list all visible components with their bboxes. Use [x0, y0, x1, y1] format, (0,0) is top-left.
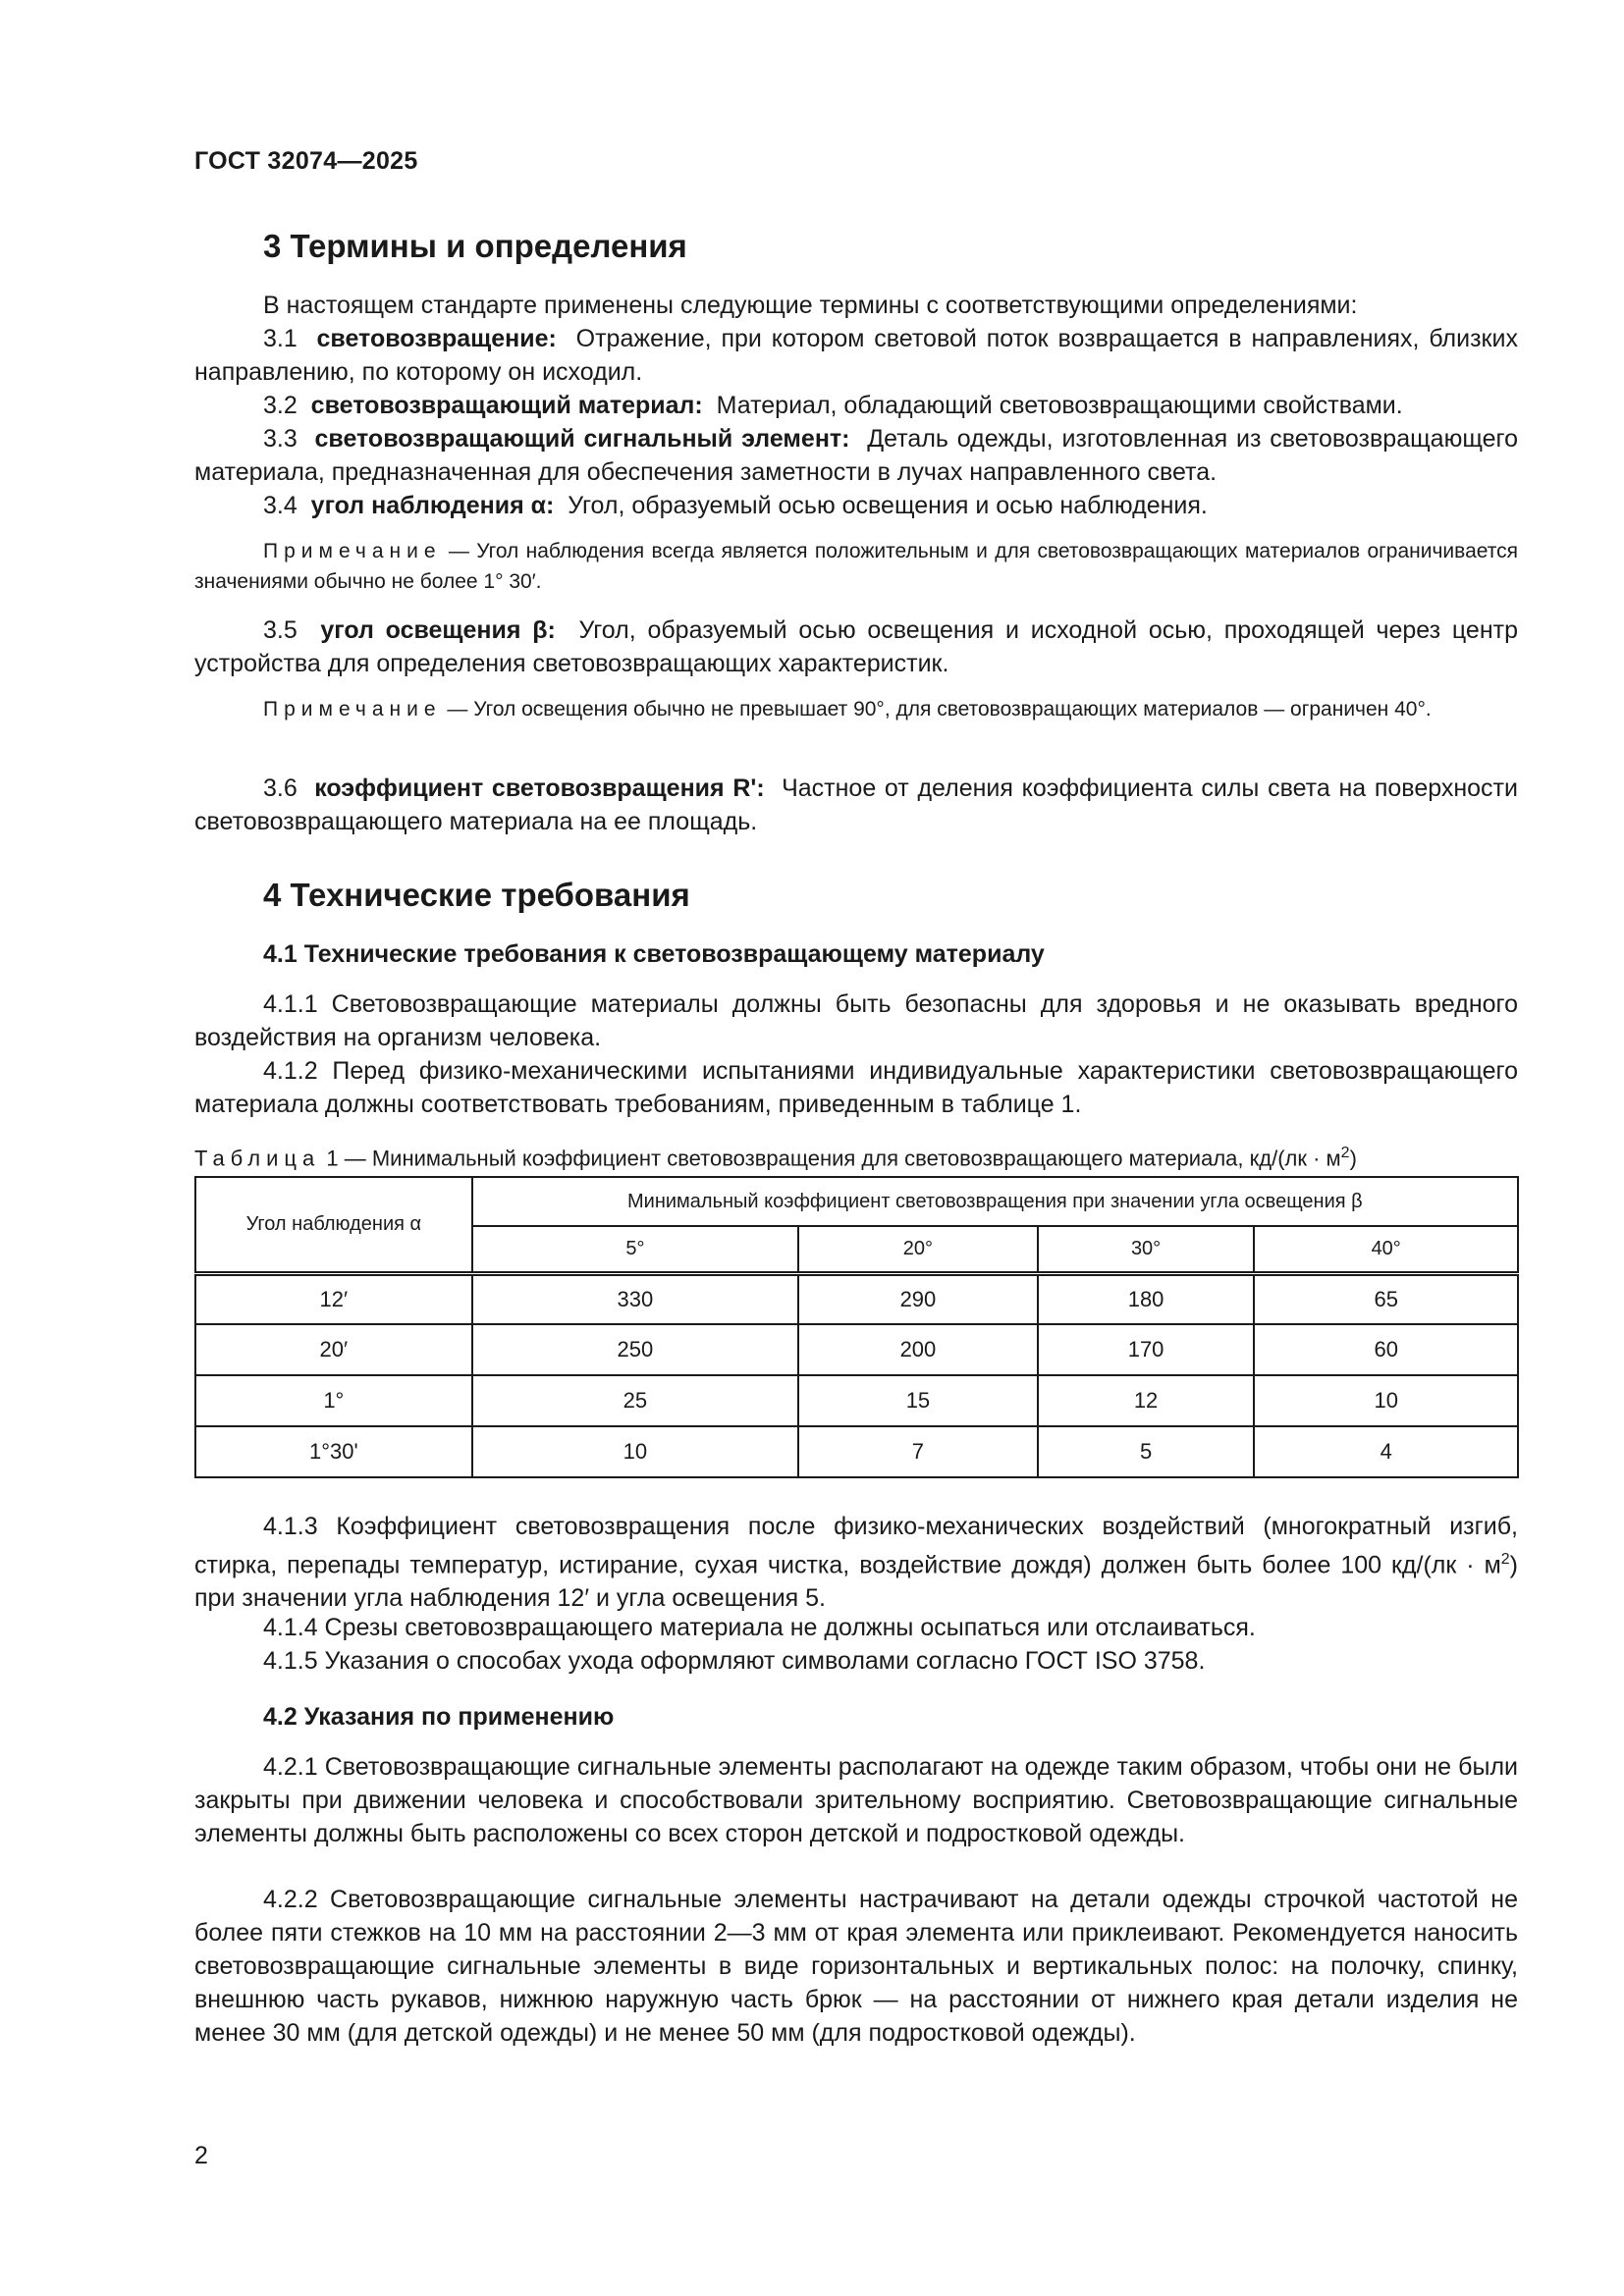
- table-row: [195, 1324, 1518, 1375]
- table-cell: 60: [1254, 1324, 1518, 1375]
- table-cell: 250: [472, 1324, 798, 1375]
- note-1: [194, 536, 1518, 597]
- paragraph-4-1-5: 4.1.5 Указания о способах ухода оформляют символами согласно ГОСТ ISO 3758.: [263, 1647, 1206, 1675]
- paragraph-4-2-2: 4.2.2 Световозвращающие сигнальные элементы настрачивают на детали одежды строчкой частотой не более пяти стежков на 10 мм на расстоянии 2—3 мм от края элемента или приклеивают. Рекомендуется наносить световозвращающие сигнальные элементы в виде горизонтальных и вертикальных полос: на полочку, спинку, внешнюю часть рукавов, нижнюю наружную часть брюк — на расстоянии от нижнего края детали изделия не менее 30 мм (для детской одежды) и не менее 50 мм (для подростковой одежды).: [194, 1886, 1518, 2047]
- table-subheader: 5°: [472, 1226, 798, 1273]
- term-name: угол освещения β:: [320, 616, 556, 644]
- section-3-title: 3 Термины и определения: [263, 228, 687, 264]
- term-number: 3.4: [263, 492, 298, 519]
- paragraph-4-1-4: 4.1.4 Срезы световозвращающего материала не должны осыпаться или отслаиваться.: [263, 1614, 1256, 1641]
- term-3-6: [194, 772, 1518, 838]
- document-header: ГОСТ 32074—2025: [194, 147, 418, 175]
- table-cell: 65: [1254, 1273, 1518, 1324]
- note-label: Примечание: [263, 540, 442, 562]
- table-cell: 170: [1038, 1324, 1255, 1375]
- table-header-angle: Угол наблюдения α: [195, 1177, 472, 1273]
- term-name: световозвращение:: [316, 325, 557, 352]
- term-3-2: [194, 389, 1518, 422]
- term-3-1: [194, 322, 1518, 389]
- table-caption-label: Таблица: [194, 1146, 321, 1171]
- subsection-4-1-title: 4.1 Технические требования к световозвращающему материалу: [263, 940, 1045, 968]
- table-cell-angle: 12′: [195, 1273, 472, 1324]
- paragraph-text: ) при значении угла наблюдения 12′ и угла освещения 5.: [194, 1551, 1518, 1613]
- term-number: 3.6: [263, 774, 298, 802]
- table-cell: 4: [1254, 1426, 1518, 1477]
- table-cell: 180: [1038, 1273, 1255, 1324]
- term-3-4: [194, 489, 1518, 522]
- table-subheader: 40°: [1254, 1226, 1518, 1273]
- subsection-4-2-title: 4.2 Указания по применению: [263, 1703, 615, 1731]
- table-cell: 7: [798, 1426, 1038, 1477]
- section-4-title: 4 Технические требования: [263, 877, 690, 913]
- table-1: [194, 1176, 1519, 1478]
- table-cell: 5: [1038, 1426, 1255, 1477]
- term-name: световозвращающий материал:: [310, 392, 703, 419]
- table-cell: 15: [798, 1375, 1038, 1426]
- term-definition: Деталь одежды, изготовленная из световозвращающего материала, предназначенная для обеспечения заметности в лучах направленного света.: [194, 425, 1518, 486]
- table-cell-angle: 1°30': [195, 1426, 472, 1477]
- table-caption-superscript: 2: [1340, 1145, 1350, 1161]
- table-cell: 330: [472, 1273, 798, 1324]
- table-header-group: Минимальный коэффициент световозвращения при значении угла освещения β: [472, 1177, 1518, 1226]
- table-subheader: 20°: [798, 1226, 1038, 1273]
- term-number: 3.2: [263, 392, 298, 419]
- table-cell: 25: [472, 1375, 798, 1426]
- term-3-5: [194, 614, 1518, 680]
- term-name: коэффициент световозвращения R':: [314, 774, 765, 802]
- paragraph-4-2-1: 4.2.1 Световозвращающие сигнальные элементы располагают на одежде таким образом, чтобы они не были закрыты при движении человека и способствовали зрительному восприятию. Световозвращающие сигнальные элементы должны быть расположены со всех сторон детской и подростковой одежды.: [194, 1753, 1518, 1847]
- superscript: 2: [1500, 1551, 1510, 1568]
- term-number: 3.3: [263, 425, 298, 453]
- table-cell: 10: [472, 1426, 798, 1477]
- table-1-caption: [194, 1139, 1530, 1173]
- table-cell: 290: [798, 1273, 1038, 1324]
- table-subheader: 30°: [1038, 1226, 1255, 1273]
- table-cell: 200: [798, 1324, 1038, 1375]
- term-name: угол наблюдения α:: [310, 492, 555, 519]
- table-cell: 12: [1038, 1375, 1255, 1426]
- note-text: — Угол освещения обычно не превышает 90°, для световозвращающих материалов — ограничен 40°.: [441, 698, 1432, 721]
- table-row: [195, 1273, 1518, 1324]
- term-definition: Частное от деления коэффициента силы света на поверхности световозвращающего материала на ее площадь.: [194, 774, 1518, 835]
- term-number: 3.1: [263, 325, 298, 352]
- section-3-intro: В настоящем стандарте применены следующие термины с соответствующими определениями:: [263, 292, 1358, 319]
- paragraph-text: 4.1.3 Коэффициент световозвращения после физико-механических воздействий (многократный изгиб, стирка, перепады температур, истирание, сухая чистка, воздействие дождя) должен быть более 100 кд/(лк · м: [194, 1513, 1518, 1579]
- paragraph-4-1-1: 4.1.1 Световозвращающие материалы должны быть безопасны для здоровья и не оказывать вредного воздействия на организм человека.: [194, 990, 1518, 1051]
- table-row: [195, 1375, 1518, 1426]
- table-cell-angle: 1°: [195, 1375, 472, 1426]
- term-definition: Отражение, при котором световой поток возвращается в направлениях, близких направлению, по которому он исходил.: [194, 325, 1518, 386]
- term-number: 3.5: [263, 616, 298, 644]
- term-definition: Угол, образуемый осью освещения и осью наблюдения.: [568, 492, 1208, 519]
- term-3-3: [194, 422, 1518, 489]
- note-text: — Угол наблюдения всегда является положительным и для световозвращающих материалов ограничивается значениями обычно не более 1° 30′.: [194, 540, 1518, 593]
- table-caption-text: 1 — Минимальный коэффициент световозвращения для световозвращающего материала, кд/(лк · м: [320, 1146, 1341, 1171]
- term-name: световозвращающий сигнальный элемент:: [314, 425, 850, 453]
- table-row: [195, 1426, 1518, 1477]
- paragraph-4-1-3: [194, 1510, 1518, 1615]
- note-label: Примечание: [263, 698, 442, 721]
- term-definition: Угол, образуемый осью освещения и исходной осью, проходящей через центр устройства для определения световозвращающих характеристик.: [194, 616, 1518, 677]
- term-definition: Материал, обладающий световозвращающими свойствами.: [716, 392, 1403, 419]
- table-caption-end: ): [1349, 1146, 1357, 1171]
- table-cell: 10: [1254, 1375, 1518, 1426]
- table-cell-angle: 20′: [195, 1324, 472, 1375]
- page-number: 2: [194, 2142, 208, 2169]
- paragraph-4-1-2: 4.1.2 Перед физико-механическими испытаниями индивидуальные характеристики световозвращающего материала должны соответствовать требованиям, приведенным в таблице 1.: [194, 1057, 1518, 1118]
- note-2: [194, 694, 1518, 724]
